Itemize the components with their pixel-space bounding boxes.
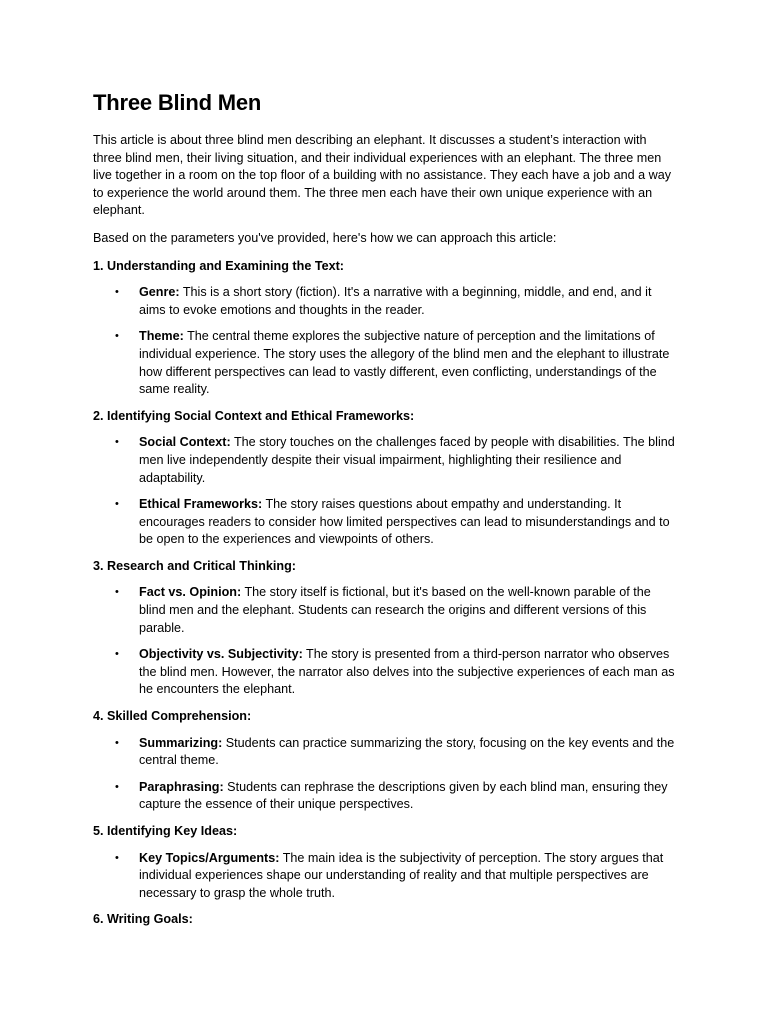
bullet-list [93, 434, 678, 549]
section-heading: 5. Identifying Key Ideas: [93, 824, 238, 838]
item-term: Theme: [139, 329, 184, 344]
item-term: Paraphrasing: [139, 779, 224, 794]
document-title: Three Blind Men [93, 90, 262, 115]
item-term: Genre: [139, 285, 180, 300]
list-item [115, 496, 678, 549]
list-item [115, 584, 678, 637]
item-text: The story itself is fictional, but it's based on the well-known parable of the blind men and the elephant. Students can research the origins and different versions of this parable. [139, 585, 651, 635]
section-heading: 6. Writing Goals: [93, 912, 193, 927]
list-item [115, 779, 678, 814]
bullet-icon: • [115, 286, 119, 299]
bullet-list [93, 584, 678, 699]
item-term: Objectivity vs. Subjectivity: [139, 647, 303, 662]
item-text: The central theme explores the subjective nature of perception and the limitations of individual experience. The story uses the allegory of the blind men and the elephant to illustrate how different perspectives can lead to vastly different, even conflicting, understandings of the same reality. [139, 329, 670, 397]
item-term: Ethical Frameworks: [139, 497, 263, 512]
bullet-icon: • [115, 498, 119, 511]
list-item [115, 328, 678, 398]
bullet-icon: • [115, 586, 119, 599]
bullet-icon: • [115, 851, 119, 864]
list-item [115, 434, 678, 487]
item-term: Key Topics/Arguments: [139, 850, 280, 865]
approach-paragraph: Based on the parameters you've provided, here's how we can approach this article: [93, 230, 557, 245]
section-heading: 1. Understanding and Examining the Text: [93, 258, 344, 273]
item-term: Fact vs. Opinion: [139, 585, 242, 600]
item-text: The story touches on the challenges faced by people with disabilities. The blind men live independently despite their visual impairment, highlighting their resilience and adaptability. [139, 435, 675, 485]
bullet-icon: • [115, 736, 119, 749]
bullet-icon: • [115, 780, 119, 793]
bullet-icon: • [115, 330, 119, 343]
item-term: Social Context: [139, 435, 231, 450]
list-item [115, 735, 678, 770]
item-text: The story raises questions about empathy and understanding. It encourages readers to consider how limited perspectives can lead to misunderstandings and to be open to the experiences and viewpoints of others. [139, 497, 670, 547]
bullet-list [93, 284, 678, 399]
section-heading: 4. Skilled Comprehension: [93, 709, 252, 724]
item-text: Students can rephrase the descriptions given by each blind man, ensuring they capture the essence of their unique perspectives. [139, 779, 668, 812]
item-term: Summarizing: [139, 735, 223, 750]
item-text: Students can practice summarizing the story, focusing on the key events and the central theme. [139, 735, 675, 768]
bullet-list [93, 735, 678, 814]
list-item [115, 646, 678, 699]
item-text: The main idea is the subjectivity of perception. The story argues that individual experiences shape our understanding of reality and that multiple perspectives are necessary to grasp the whole truth. [139, 850, 664, 900]
section-heading: 3. Research and Critical Thinking: [93, 558, 296, 573]
bullet-list [93, 850, 678, 903]
list-item [115, 284, 678, 319]
bullet-icon: • [115, 436, 119, 449]
list-item [115, 850, 678, 903]
item-text: This is a short story (fiction). It's a narrative with a beginning, middle, and end, and it aims to evoke emotions and thoughts in the reader. [139, 285, 652, 317]
section-heading: 2. Identifying Social Context and Ethical Frameworks: [93, 408, 415, 423]
item-text: The story is presented from a third-person narrator who observes the blind men. However, the narrator also delves into the subjective experiences of each man as he encounters the elephant. [139, 647, 675, 697]
bullet-icon: • [115, 648, 119, 661]
intro-paragraph: This article is about three blind men describing an elephant. It discusses a student’s interaction with three blind men, their living situation, and their individual experiences with an elephant. The three men live together in a room on the top floor of a building with no assistance. They each have a job and a way to experience the world around them. The three men each have their own unique experience with an elephant. [93, 133, 672, 218]
